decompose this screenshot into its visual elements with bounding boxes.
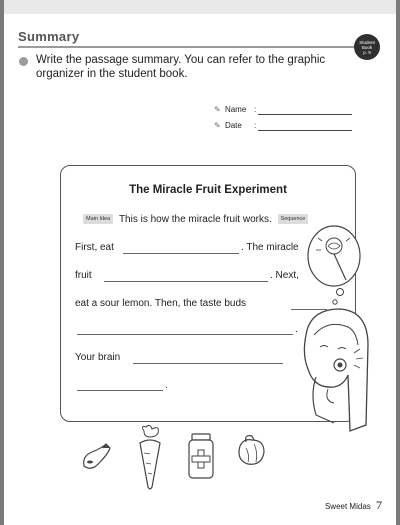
- name-label: Name: [224, 105, 247, 114]
- card-title: The Miracle Fruit Experiment: [129, 184, 287, 196]
- main-idea-text: This is how the miracle fruit works.: [118, 214, 272, 225]
- line2-end: . Next,: [270, 270, 299, 281]
- top-band: [4, 0, 396, 14]
- line1-start: First, eat: [75, 242, 114, 253]
- student-book-badge: [354, 34, 380, 60]
- header-divider: [18, 46, 363, 48]
- carrot-icon: [130, 425, 170, 495]
- page-number: 7: [376, 498, 382, 512]
- medicine-bottle-icon: [186, 432, 216, 482]
- blank-6[interactable]: [77, 390, 163, 391]
- thought-bubble-icon: [304, 222, 364, 312]
- line2-start: fruit: [75, 270, 92, 281]
- blank-4[interactable]: [77, 334, 293, 335]
- page-footer: [325, 498, 382, 513]
- line1-end: . The miracle: [241, 242, 299, 253]
- badge-page: p. 9: [363, 49, 371, 55]
- sequence-tag: Sequence: [278, 214, 309, 224]
- pepper-icon: [232, 432, 268, 468]
- book-title: Sweet Midas: [324, 502, 371, 511]
- line4-end: .: [295, 324, 298, 335]
- instruction-text: Write the passage summary. You can refer to the graphic organizer in the student book.: [36, 54, 326, 80]
- pencil-icon: ✎: [214, 105, 221, 114]
- badge-line2: Book: [361, 44, 373, 50]
- girl-eating-lemon-illustration: [294, 305, 374, 435]
- blank-2[interactable]: [104, 281, 268, 282]
- name-line: [258, 114, 352, 115]
- section-title: Summary: [18, 29, 80, 44]
- pencil-icon: ✎: [214, 121, 221, 130]
- line6-end: .: [165, 380, 168, 391]
- date-label: Date: [224, 121, 242, 130]
- eggplant-icon: [78, 440, 114, 476]
- main-idea-row: [83, 214, 308, 225]
- bullet-icon: [19, 57, 28, 66]
- line3-text: eat a sour lemon. Then, the taste buds: [75, 298, 247, 309]
- main-idea-tag: Main Idea: [83, 214, 113, 224]
- date-field[interactable]: [214, 121, 257, 130]
- name-colon: :: [254, 105, 257, 114]
- name-field[interactable]: [214, 105, 257, 114]
- blank-5[interactable]: [133, 363, 283, 364]
- line5-start: Your brain: [75, 352, 121, 363]
- blank-1[interactable]: [123, 253, 239, 254]
- date-line: [258, 130, 352, 131]
- worksheet-page: [4, 0, 396, 525]
- badge-line1: Student: [359, 39, 375, 45]
- date-colon: :: [254, 121, 257, 130]
